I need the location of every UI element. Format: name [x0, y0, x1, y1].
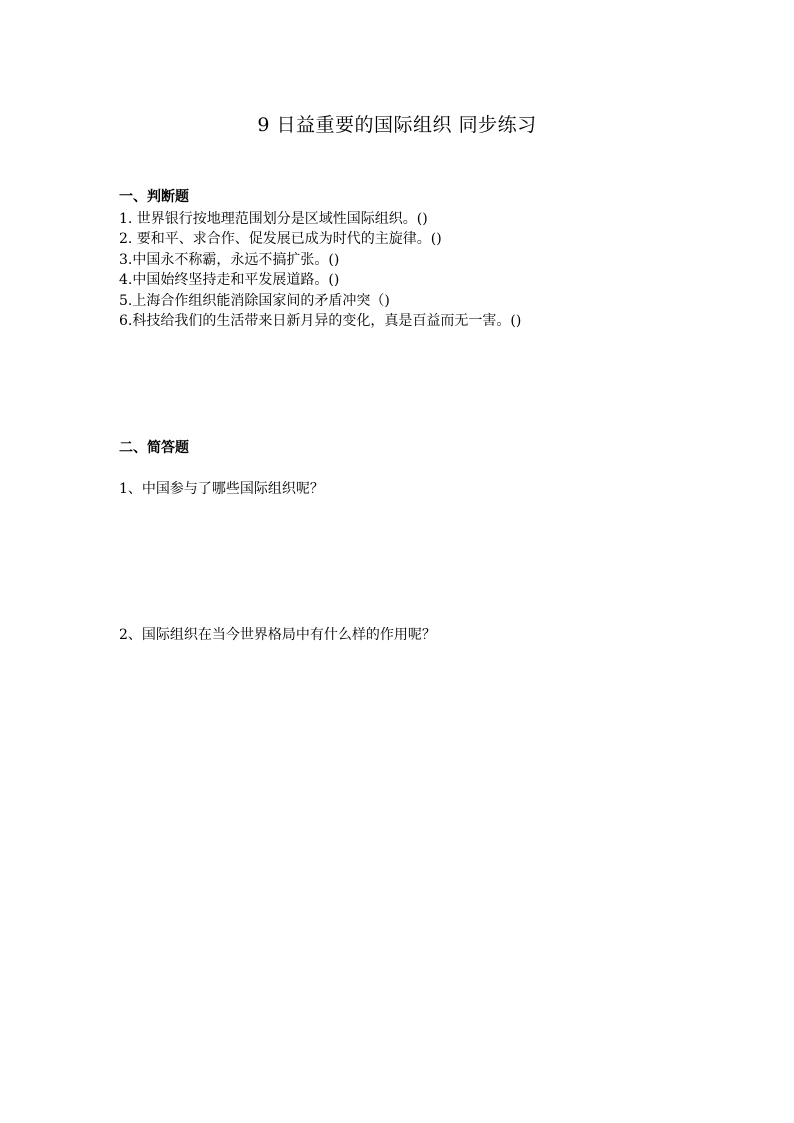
page-title: 9 日益重要的国际组织 同步练习 [257, 114, 537, 136]
list-item: 5.上海合作组织能消除国家间的矛盾冲突（) [119, 292, 390, 309]
list-item: 6.科技给我们的生活带来日新月异的变化，真是百益而无一害。() [119, 313, 522, 330]
list-item: 2. 要和平、求合作、促发展已成为时代的主旋律。() [119, 231, 442, 248]
list-item: 4.中国始终坚持走和平发展道路。() [119, 272, 340, 289]
short-answer-question-2: 2、国际组织在当今世界格局中有什么样的作用呢？ [119, 627, 436, 643]
section-heading-short-answer: 二、简答题 [119, 440, 189, 456]
list-item: 1. 世界银行按地理范围划分是区域性国际组织。() [119, 211, 428, 227]
true-false-list [119, 209, 521, 331]
list-item: 3.中国永不称霸，永远不搞扩张。() [119, 251, 340, 268]
short-answer-question-1: 1、中国参与了哪些国际组织呢？ [119, 481, 324, 497]
section-heading-true-false: 一、判断题 [119, 189, 189, 205]
